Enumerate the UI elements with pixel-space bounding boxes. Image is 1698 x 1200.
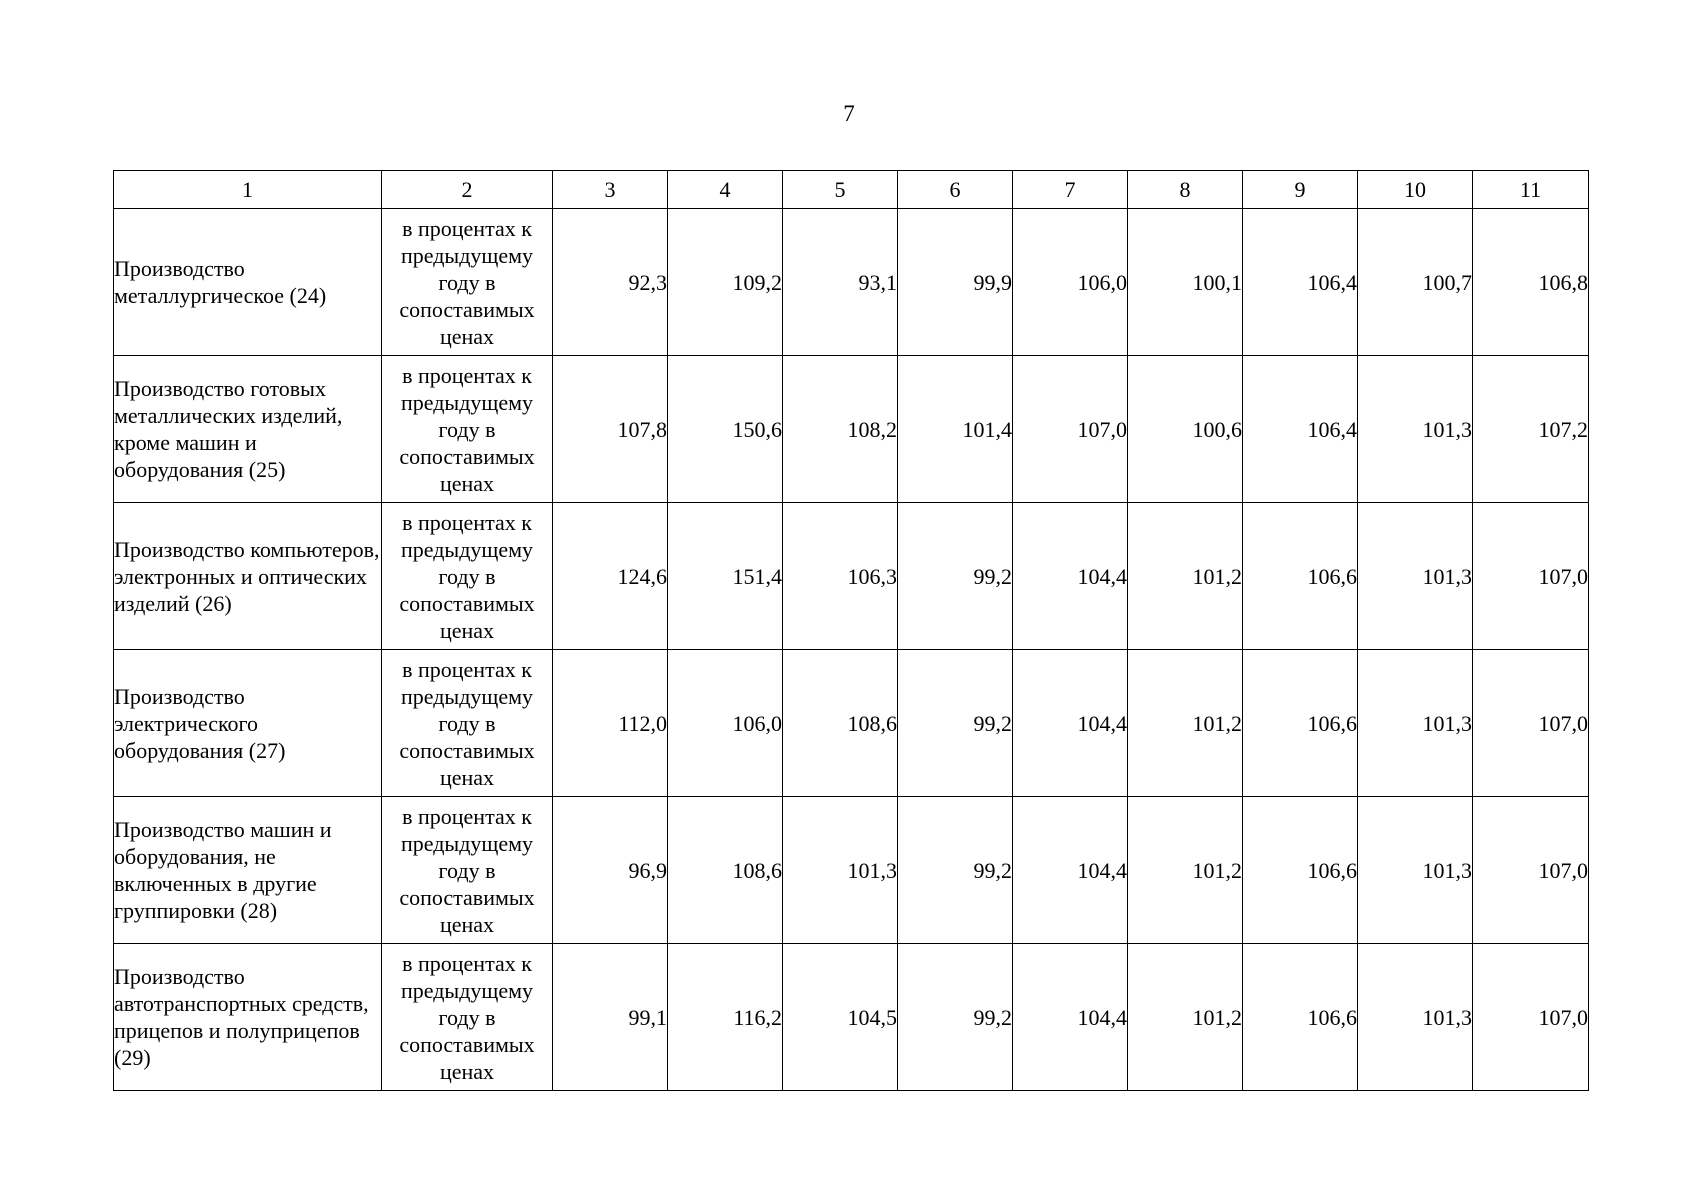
table-body bbox=[114, 171, 1589, 1091]
value-cell: 99,2 bbox=[898, 650, 1013, 797]
value-cell: 104,4 bbox=[1013, 944, 1128, 1091]
value-cell: 92,3 bbox=[553, 209, 668, 356]
table-row bbox=[114, 650, 1589, 797]
header-cell: 2 bbox=[382, 171, 553, 209]
value-cell: 106,0 bbox=[1013, 209, 1128, 356]
value-cell: 93,1 bbox=[783, 209, 898, 356]
value-cell: 151,4 bbox=[668, 503, 783, 650]
header-row bbox=[114, 171, 1589, 209]
header-cell: 11 bbox=[1473, 171, 1589, 209]
value-cell: 108,6 bbox=[783, 650, 898, 797]
page-number: 7 bbox=[843, 101, 855, 126]
unit-cell: в процентах к предыдущему году в сопоставимых ценах bbox=[382, 503, 553, 650]
value-cell: 108,2 bbox=[783, 356, 898, 503]
data-table bbox=[113, 170, 1589, 1091]
value-cell: 106,4 bbox=[1243, 209, 1358, 356]
header-cell: 10 bbox=[1358, 171, 1473, 209]
industry-name-cell: Производство готовых металлических изделий, кроме машин и оборудования (25) bbox=[114, 356, 382, 503]
value-cell: 124,6 bbox=[553, 503, 668, 650]
header-cell: 6 bbox=[898, 171, 1013, 209]
industry-name-cell: Производство компьютеров, электронных и оптических изделий (26) bbox=[114, 503, 382, 650]
header-cell: 5 bbox=[783, 171, 898, 209]
value-cell: 101,2 bbox=[1128, 650, 1243, 797]
value-cell: 101,4 bbox=[898, 356, 1013, 503]
header-cell: 9 bbox=[1243, 171, 1358, 209]
industry-name-cell: Производство металлургическое (24) bbox=[114, 209, 382, 356]
header-cell: 7 bbox=[1013, 171, 1128, 209]
value-cell: 109,2 bbox=[668, 209, 783, 356]
value-cell: 104,4 bbox=[1013, 797, 1128, 944]
value-cell: 100,6 bbox=[1128, 356, 1243, 503]
value-cell: 150,6 bbox=[668, 356, 783, 503]
value-cell: 104,4 bbox=[1013, 650, 1128, 797]
table-row bbox=[114, 797, 1589, 944]
industry-name-cell: Производство автотранспортных средств, прицепов и полуприцепов (29) bbox=[114, 944, 382, 1091]
value-cell: 101,2 bbox=[1128, 944, 1243, 1091]
value-cell: 101,2 bbox=[1128, 503, 1243, 650]
value-cell: 107,8 bbox=[553, 356, 668, 503]
value-cell: 106,4 bbox=[1243, 356, 1358, 503]
unit-cell: в процентах к предыдущему году в сопоставимых ценах bbox=[382, 797, 553, 944]
value-cell: 106,6 bbox=[1243, 503, 1358, 650]
table-row bbox=[114, 209, 1589, 356]
value-cell: 107,0 bbox=[1473, 797, 1589, 944]
value-cell: 106,6 bbox=[1243, 650, 1358, 797]
value-cell: 116,2 bbox=[668, 944, 783, 1091]
header-cell: 1 bbox=[114, 171, 382, 209]
unit-cell: в процентах к предыдущему году в сопоставимых ценах bbox=[382, 356, 553, 503]
industry-name-cell: Производство машин и оборудования, не включенных в другие группировки (28) bbox=[114, 797, 382, 944]
value-cell: 104,4 bbox=[1013, 503, 1128, 650]
value-cell: 106,0 bbox=[668, 650, 783, 797]
value-cell: 99,2 bbox=[898, 797, 1013, 944]
value-cell: 101,3 bbox=[1358, 356, 1473, 503]
value-cell: 99,2 bbox=[898, 944, 1013, 1091]
value-cell: 107,0 bbox=[1473, 650, 1589, 797]
table-row bbox=[114, 944, 1589, 1091]
unit-cell: в процентах к предыдущему году в сопоставимых ценах bbox=[382, 944, 553, 1091]
industry-name-cell: Производство электрического оборудования (27) bbox=[114, 650, 382, 797]
value-cell: 107,2 bbox=[1473, 356, 1589, 503]
unit-cell: в процентах к предыдущему году в сопоставимых ценах bbox=[382, 209, 553, 356]
value-cell: 96,9 bbox=[553, 797, 668, 944]
value-cell: 101,3 bbox=[1358, 944, 1473, 1091]
header-cell: 3 bbox=[553, 171, 668, 209]
header-cell: 8 bbox=[1128, 171, 1243, 209]
table-row bbox=[114, 503, 1589, 650]
value-cell: 106,8 bbox=[1473, 209, 1589, 356]
value-cell: 104,5 bbox=[783, 944, 898, 1091]
value-cell: 101,3 bbox=[1358, 797, 1473, 944]
value-cell: 99,9 bbox=[898, 209, 1013, 356]
unit-cell: в процентах к предыдущему году в сопоставимых ценах bbox=[382, 650, 553, 797]
value-cell: 101,3 bbox=[1358, 650, 1473, 797]
value-cell: 108,6 bbox=[668, 797, 783, 944]
value-cell: 101,3 bbox=[1358, 503, 1473, 650]
table-row bbox=[114, 356, 1589, 503]
value-cell: 107,0 bbox=[1473, 944, 1589, 1091]
value-cell: 99,1 bbox=[553, 944, 668, 1091]
value-cell: 112,0 bbox=[553, 650, 668, 797]
value-cell: 107,0 bbox=[1473, 503, 1589, 650]
value-cell: 99,2 bbox=[898, 503, 1013, 650]
value-cell: 106,6 bbox=[1243, 944, 1358, 1091]
value-cell: 107,0 bbox=[1013, 356, 1128, 503]
value-cell: 101,3 bbox=[783, 797, 898, 944]
value-cell: 100,1 bbox=[1128, 209, 1243, 356]
value-cell: 106,6 bbox=[1243, 797, 1358, 944]
value-cell: 101,2 bbox=[1128, 797, 1243, 944]
header-cell: 4 bbox=[668, 171, 783, 209]
value-cell: 100,7 bbox=[1358, 209, 1473, 356]
value-cell: 106,3 bbox=[783, 503, 898, 650]
